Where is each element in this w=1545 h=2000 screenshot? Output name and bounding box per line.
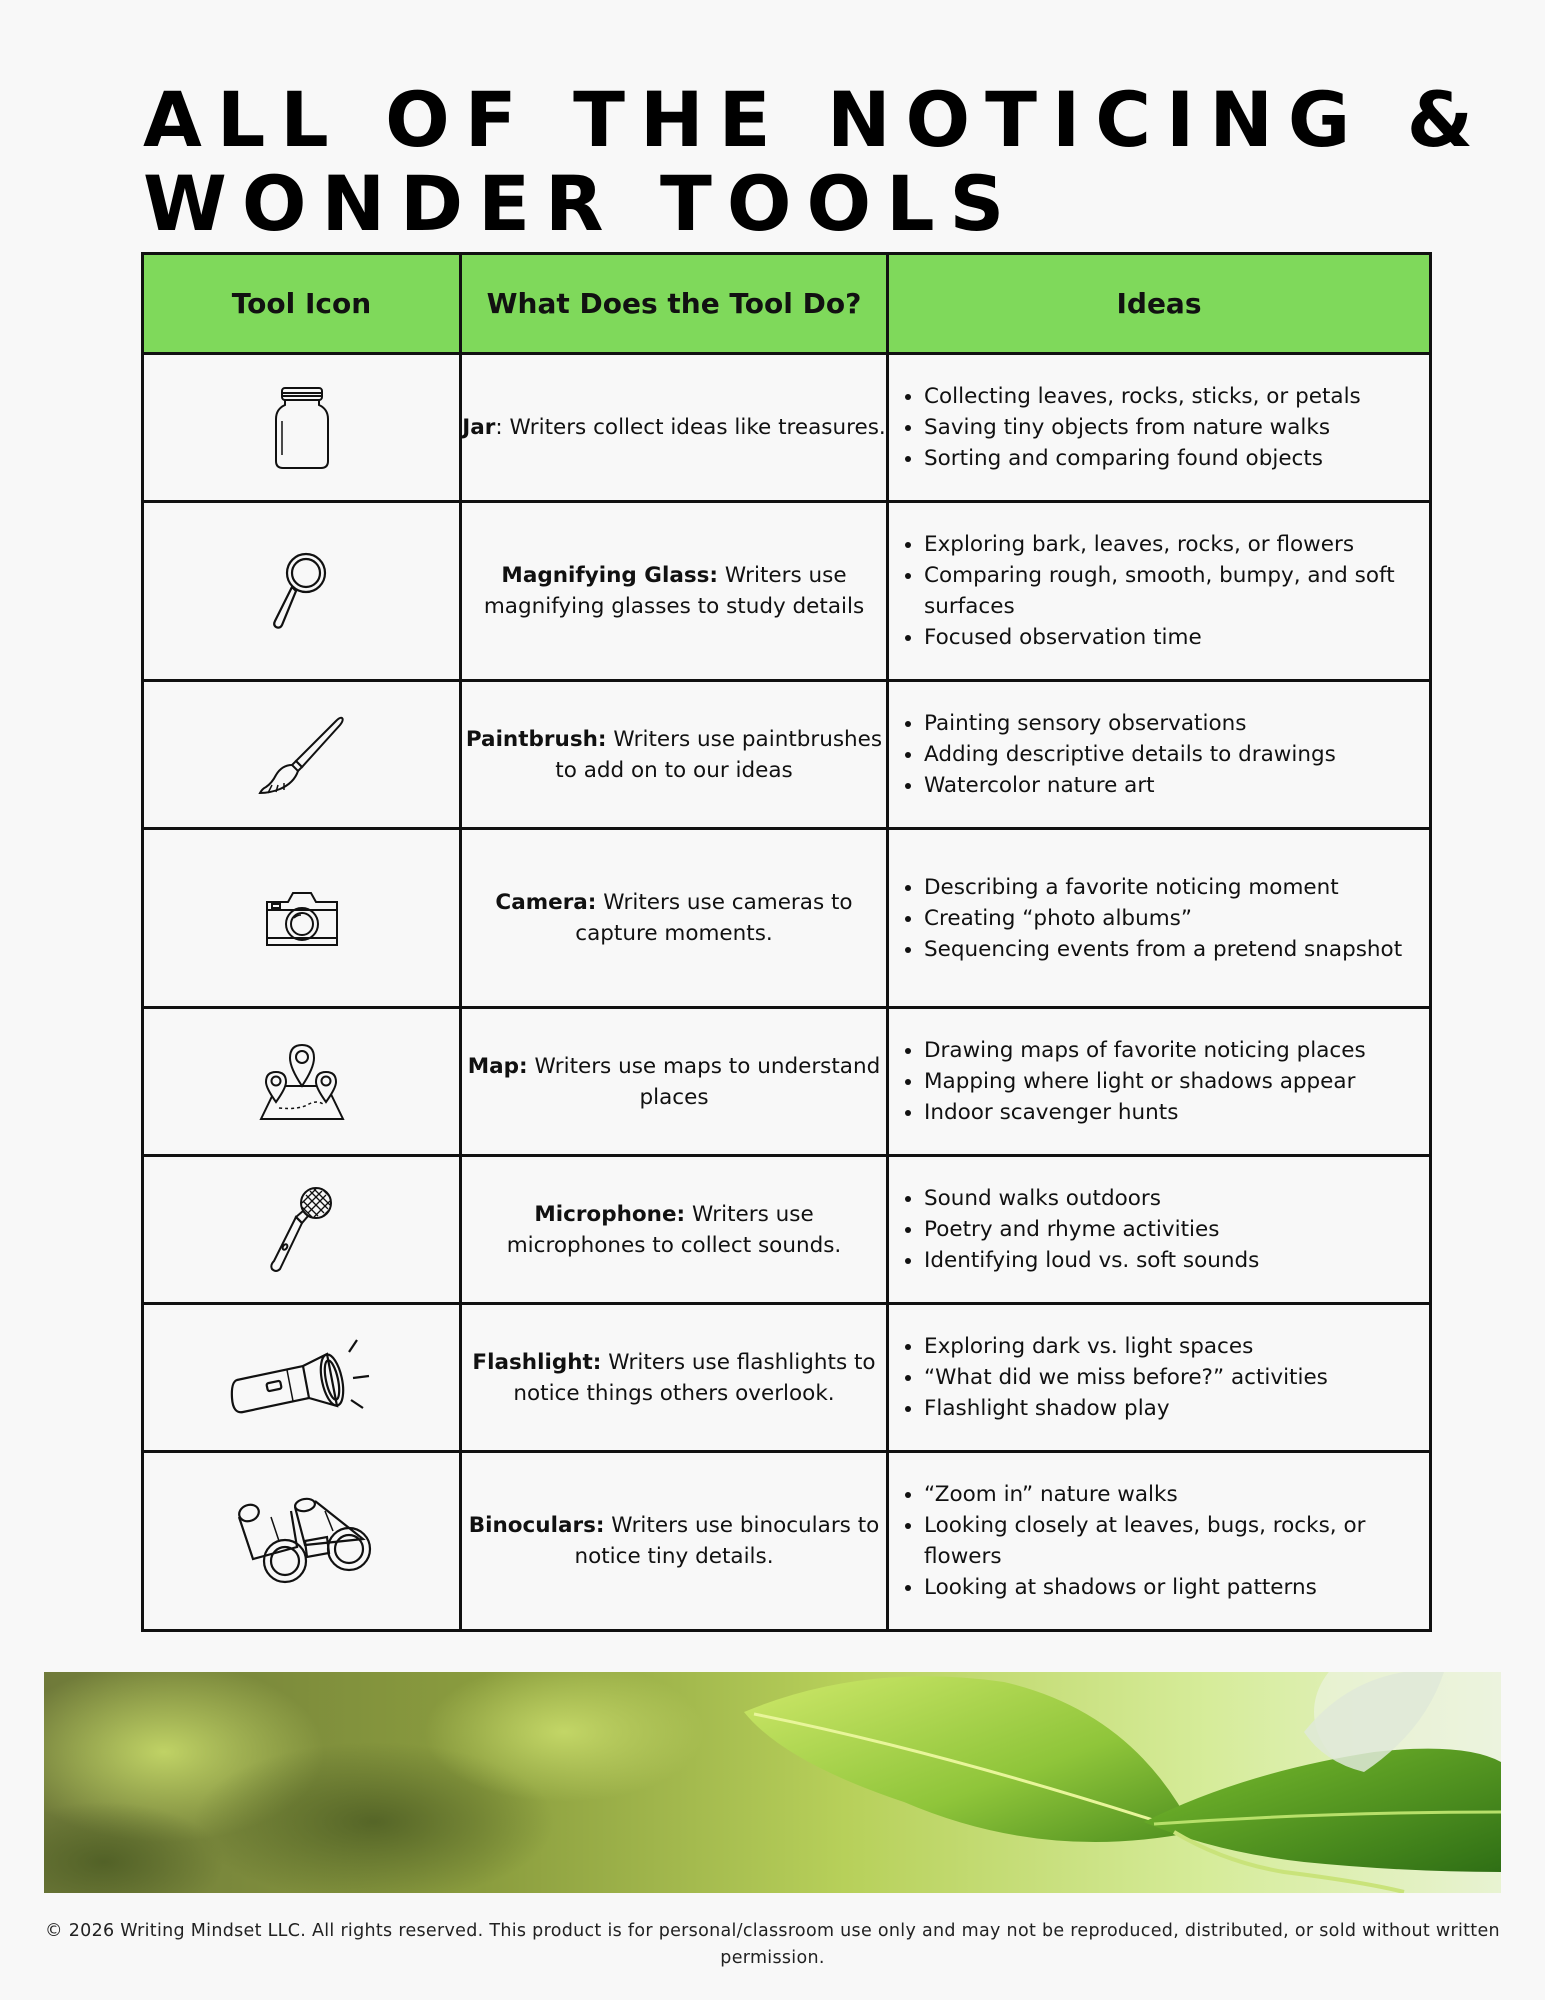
idea-item: • “Zoom in” nature walks [924, 1479, 1429, 1510]
page-title [143, 75, 1489, 248]
tool-description-cell [461, 1156, 888, 1304]
tool-description: Writers use binoculars to notice tiny details. [574, 1513, 880, 1569]
icon-cell [143, 1156, 461, 1304]
idea-item: • Looking closely at leaves, bugs, rocks, or flowers [924, 1510, 1429, 1572]
table-row [143, 354, 1431, 502]
idea-item: • Collecting leaves, rocks, sticks, or petals [924, 381, 1429, 412]
ideas-cell [888, 1156, 1431, 1304]
tool-description-cell [461, 354, 888, 502]
table-row [143, 502, 1431, 681]
header-tool-icon: Tool Icon [143, 254, 461, 354]
camera-icon [264, 888, 340, 948]
header-what-does-tool-do: What Does the Tool Do? [461, 254, 888, 354]
tool-description-cell [461, 681, 888, 829]
table-header-row [143, 254, 1431, 354]
icon-cell [143, 354, 461, 502]
idea-item: • Describing a favorite noticing moment [924, 872, 1429, 903]
ideas-list [889, 1035, 1429, 1128]
ideas-list [889, 381, 1429, 474]
idea-item: • Sorting and comparing found objects [924, 443, 1429, 474]
tool-description: Writers use flashlights to notice things others overlook. [513, 1349, 876, 1406]
paintbrush-icon [258, 715, 346, 795]
tool-name-separator: : [495, 415, 503, 440]
idea-item: • “What did we miss before?” activities [924, 1362, 1429, 1393]
idea-item: • Identifying loud vs. soft sounds [924, 1245, 1429, 1276]
table-row [143, 1008, 1431, 1156]
icon-cell [143, 1304, 461, 1452]
ideas-cell [888, 502, 1431, 681]
ideas-cell [888, 829, 1431, 1008]
tool-description: Writers use maps to understand places [527, 1053, 881, 1110]
tools-table [141, 252, 1432, 1632]
tool-description-cell [461, 829, 888, 1008]
map-icon [259, 1042, 345, 1122]
ideas-cell [888, 354, 1431, 502]
idea-item: • Watercolor nature art [924, 770, 1429, 801]
idea-item: • Exploring bark, leaves, rocks, or flowers [924, 529, 1429, 560]
microphone-icon [270, 1185, 334, 1275]
table-row [143, 1304, 1431, 1452]
tool-name: Flashlight: [472, 1349, 602, 1375]
tool-description-cell [461, 1304, 888, 1452]
idea-item: • Focused observation time [924, 622, 1429, 653]
ideas-list [889, 1331, 1429, 1424]
page-title-line-1: ALL OF THE NOTICING & [143, 75, 1489, 164]
flashlight-icon [229, 1338, 375, 1418]
idea-item: • Indoor scavenger hunts [924, 1097, 1429, 1128]
tool-description: Writers use magnifying glasses to study details [483, 563, 865, 619]
ideas-list [889, 1479, 1429, 1603]
idea-item: • Painting sensory observations [924, 708, 1429, 739]
tool-description: Writers use cameras to capture moments. [575, 890, 853, 946]
tool-name: Microphone: [534, 1201, 686, 1227]
tool-name: Paintbrush: [465, 726, 607, 752]
icon-cell [143, 1452, 461, 1631]
ideas-cell [888, 1008, 1431, 1156]
magnifying-glass-icon [272, 551, 332, 631]
table-row [143, 1452, 1431, 1631]
tool-description: Writers collect ideas like treasures. [502, 415, 886, 440]
ideas-list [889, 1183, 1429, 1276]
leaf-banner-image [44, 1672, 1501, 1893]
tool-name: Map: [467, 1053, 528, 1079]
idea-item: • Comparing rough, smooth, bumpy, and soft surfaces [924, 560, 1429, 622]
tool-name: Binoculars: [468, 1513, 605, 1538]
idea-item: • Creating “photo albums” [924, 903, 1429, 934]
idea-item: • Flashlight shadow play [924, 1393, 1429, 1424]
idea-item: • Drawing maps of favorite noticing places [924, 1035, 1429, 1066]
idea-item: • Exploring dark vs. light spaces [924, 1331, 1429, 1362]
ideas-list [889, 529, 1429, 653]
jar-icon [272, 385, 332, 471]
tool-name: Magnifying Glass: [501, 563, 719, 588]
table-row [143, 681, 1431, 829]
page-title-line-2: WONDER TOOLS [143, 159, 1020, 248]
icon-cell [143, 1008, 461, 1156]
idea-item: • Mapping where light or shadows appear [924, 1066, 1429, 1097]
tool-name: Camera: [495, 890, 597, 915]
idea-item: • Sequencing events from a pretend snapshot [924, 934, 1429, 965]
icon-cell [143, 681, 461, 829]
table-row [143, 1156, 1431, 1304]
tool-description: Writers use paintbrushes to add on to our ideas [555, 726, 883, 783]
copyright-footer: © 2026 Writing Mindset LLC. All rights reserved. This product is for personal/classroom use only and may not be reproduced, distributed, or sold without written permission. [45, 1921, 1500, 1968]
binoculars-icon [229, 1497, 375, 1585]
icon-cell [143, 829, 461, 1008]
idea-item: • Adding descriptive details to drawings [924, 739, 1429, 770]
ideas-cell [888, 681, 1431, 829]
tool-description-cell [461, 1008, 888, 1156]
idea-item: • Sound walks outdoors [924, 1183, 1429, 1214]
ideas-list [889, 708, 1429, 801]
ideas-list [889, 872, 1429, 965]
tool-description-cell [461, 502, 888, 681]
tool-description-cell [461, 1452, 888, 1631]
idea-item: • Looking at shadows or light patterns [924, 1572, 1429, 1603]
ideas-cell [888, 1452, 1431, 1631]
leaf-photo [44, 1672, 1501, 1893]
idea-item: • Saving tiny objects from nature walks [924, 412, 1429, 443]
tool-description: Writers use microphones to collect sounds. [506, 1201, 842, 1258]
ideas-cell [888, 1304, 1431, 1452]
header-ideas: Ideas [888, 254, 1431, 354]
table-row [143, 829, 1431, 1008]
icon-cell [143, 502, 461, 681]
tool-name: Jar [462, 415, 496, 440]
idea-item: • Poetry and rhyme activities [924, 1214, 1429, 1245]
